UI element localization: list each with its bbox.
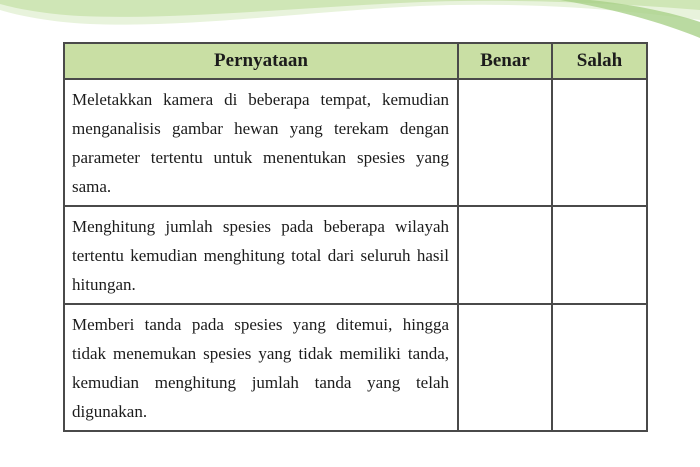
true-answer-cell[interactable] xyxy=(458,304,552,431)
statement-text: Memberi tanda pada spesies yang ditemui, hingga tidak menemukan spesies yang tidak memiliki tanda, kemudian menghitung jumlah tanda yang telah digunakan. xyxy=(72,315,449,421)
true-answer-cell[interactable] xyxy=(458,206,552,304)
header-true: Benar xyxy=(458,43,552,79)
statement-cell xyxy=(64,206,458,304)
statement-cell xyxy=(64,304,458,431)
statement-table xyxy=(63,42,648,432)
statement-text: Meletakkan kamera di beberapa tempat, kemudian menganalisis gambar hewan yang terekam dengan parameter tertentu untuk menentukan spesies yang sama. xyxy=(72,90,449,196)
decorative-wave-banner xyxy=(0,0,700,40)
header-false: Salah xyxy=(552,43,647,79)
false-answer-cell[interactable] xyxy=(552,206,647,304)
table-row xyxy=(64,79,647,206)
header-statement: Pernyataan xyxy=(64,43,458,79)
table-header-row xyxy=(64,43,647,79)
statement-cell xyxy=(64,79,458,206)
table-row xyxy=(64,206,647,304)
statement-text: Menghitung jumlah spesies pada beberapa wilayah tertentu kemudian menghitung total dari seluruh hasil hitungan. xyxy=(72,217,449,294)
false-answer-cell[interactable] xyxy=(552,304,647,431)
false-answer-cell[interactable] xyxy=(552,79,647,206)
table-row xyxy=(64,304,647,431)
true-answer-cell[interactable] xyxy=(458,79,552,206)
